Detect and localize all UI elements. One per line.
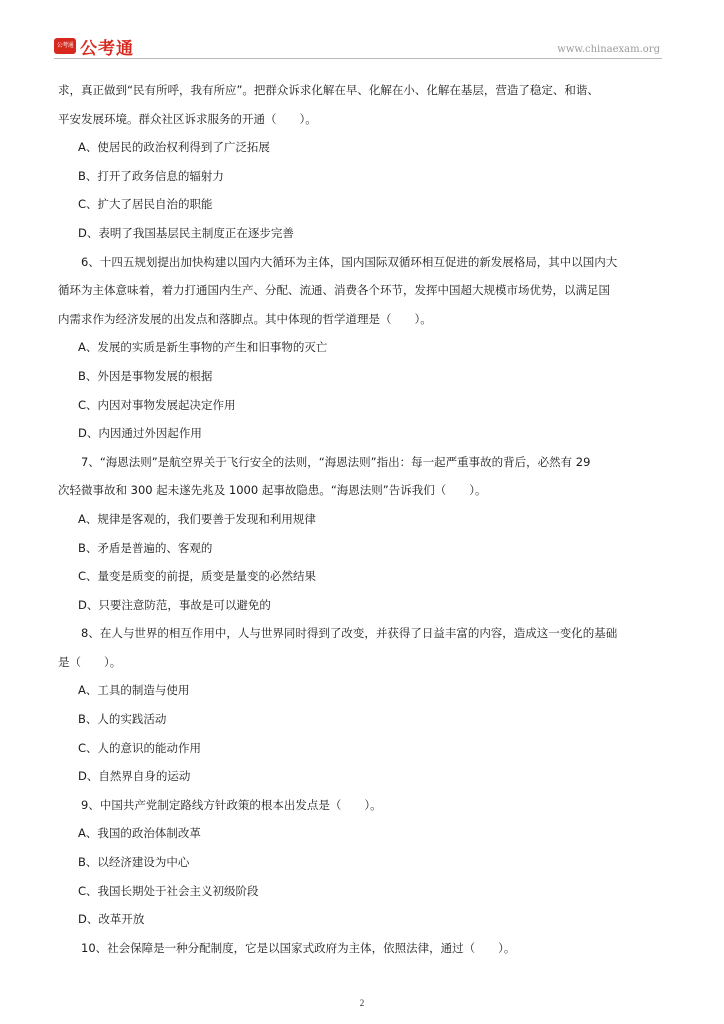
question-9: [58, 791, 668, 934]
answer-option: D、内因通过外因起作用: [78, 426, 202, 441]
question-10: [58, 934, 668, 963]
answer-option: B、人的实践活动: [78, 712, 167, 727]
answer-option: B、打开了政务信息的辐射力: [78, 168, 224, 183]
answer-option: B、矛盾是普遍的、客观的: [78, 540, 213, 555]
brand-logo: [54, 36, 134, 59]
answer-option: C、内因对事物发展起决定作用: [78, 397, 236, 412]
answer-option: A、使居民的政治权利得到了广泛拓展: [78, 140, 270, 155]
question-stem-line: 10、社会保障是一种分配制度，它是以国家式政府为主体，依照法律，通过（ ）。: [81, 940, 516, 955]
site-url: www.chinaexam.org: [557, 44, 660, 55]
document-body: [58, 76, 668, 962]
header-divider: [54, 58, 662, 59]
logo-icon: 公考通: [54, 38, 76, 54]
page-number: 2: [359, 998, 365, 1008]
answer-option: D、改革开放: [78, 912, 145, 927]
question-stem-line: 8、在人与世界的相互作用中，人与世界同时得到了改变，并获得了日益丰富的内容，造成这一变化的基础: [81, 626, 618, 641]
answer-option: B、外因是事物发展的根据: [78, 368, 213, 383]
question-7: [58, 448, 668, 620]
answer-option: A、规律是客观的，我们要善于发现和利用规律: [78, 511, 316, 526]
logo-text: 公考通: [80, 38, 134, 59]
question-stem-line: 循环为主体意味着，着力打通国内生产、分配、流通、消费各个环节，发挥中国超大规模市场优势，以满足国: [58, 283, 610, 298]
answer-option: B、以经济建设为中心: [78, 855, 190, 870]
answer-option: C、我国长期处于社会主义初级阶段: [78, 883, 259, 898]
question-stem-line: 是（ ）。: [58, 654, 122, 669]
page-header: [0, 0, 724, 62]
question-8: [58, 619, 668, 791]
answer-option: C、量变是质变的前提，质变是量变的必然结果: [78, 569, 317, 584]
answer-option: C、扩大了居民自治的职能: [78, 197, 213, 212]
question-stem-line: 7、“海恩法则”是航空界关于飞行安全的法则，“海恩法则”指出：每一起严重事故的背后，必然有 29: [81, 454, 591, 469]
question-stem-line: 9、中国共产党制定路线方针政策的根本出发点是（ ）。: [81, 797, 382, 812]
answer-option: A、工具的制造与使用: [78, 683, 190, 698]
answer-option: A、发展的实质是新生事物的产生和旧事物的灭亡: [78, 340, 328, 355]
answer-option: A、我国的政治体制改革: [78, 826, 201, 841]
answer-option: D、只要注意防范，事故是可以避免的: [78, 597, 271, 612]
question-stem-line: 6、十四五规划提出加快构建以国内大循环为主体，国内国际双循环相互促进的新发展格局，其中以国内大: [81, 254, 618, 269]
passage-line: 求，真正做到“民有所呼，我有所应”。把群众诉求化解在早、化解在小、化解在基层，营造了稳定、和谐、: [58, 83, 599, 97]
intro-passage: [58, 76, 668, 248]
passage-line: 平安发展环境。群众社区诉求服务的开通（ ）。: [58, 111, 317, 126]
answer-option: D、自然界自身的运动: [78, 769, 191, 784]
answer-option: D、表明了我国基层民主制度正在逐步完善: [78, 225, 294, 240]
question-stem-line: 次轻微事故和 300 起未遂先兆及 1000 起事故隐患。“海恩法则”告诉我们（ ）。: [58, 483, 487, 498]
question-stem-line: 内需求作为经济发展的出发点和落脚点。其中体现的哲学道理是（ ）。: [58, 311, 432, 326]
question-6: [58, 248, 668, 448]
answer-option: C、人的意识的能动作用: [78, 740, 202, 755]
